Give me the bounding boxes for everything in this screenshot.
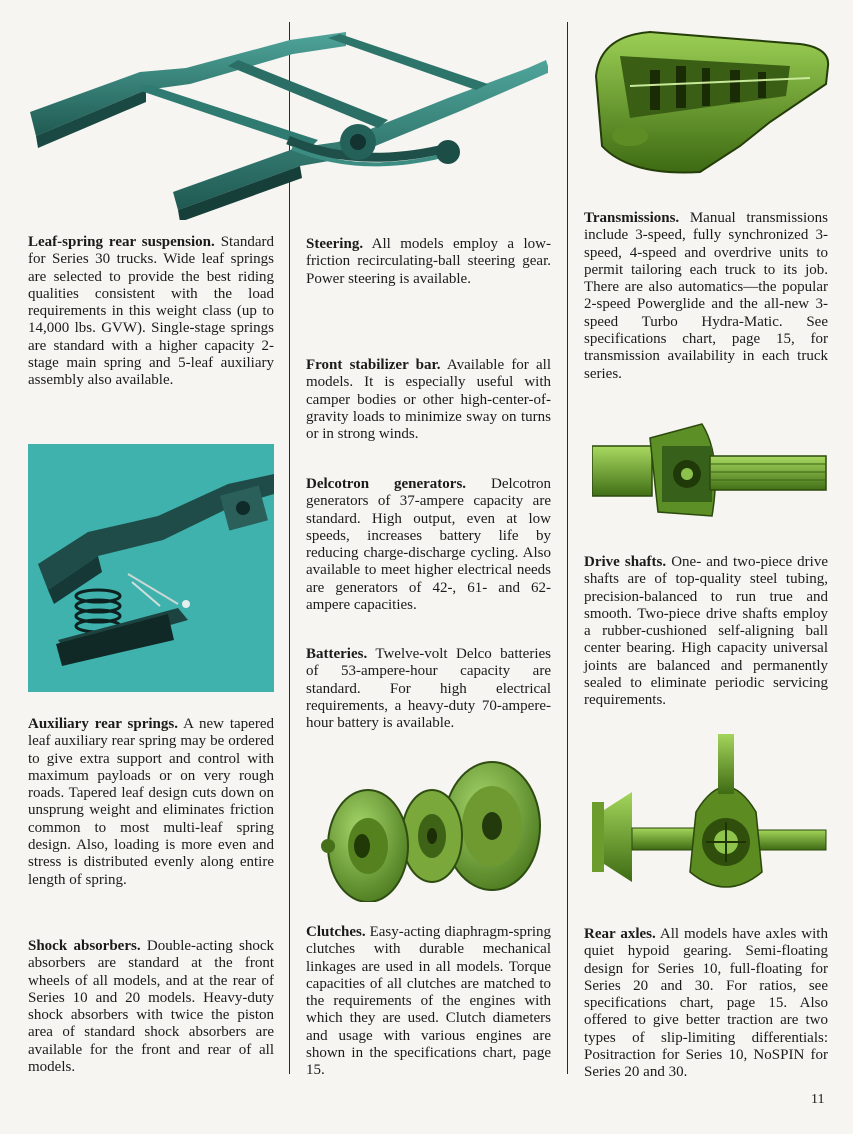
auxiliary-spring-illustration (28, 444, 274, 692)
rear-axles-heading: Rear axles. (584, 926, 656, 942)
transmissions-text (584, 210, 828, 383)
drive-shafts-body: One- and two-piece drive shafts are of top-quality steel tubing, precision-balanced to run true and smooth. Two-piece drive shafts employ a rubber-cushioned self-aligning ball center bearing. High capacity universal joints are balanced and permanently sealed to eliminate periodic servicing requirements. (584, 554, 828, 709)
leaf-spring-body: Standard for Series 30 trucks. Wide leaf springs are selected to provide the best riding qualities consistent with the load requirements in this weight class (up to 14,000 lbs. GVW). Single-stage springs are standard with a higher capacity 2-stage main spring and 5-leaf auxiliary assembly also available. (28, 234, 275, 389)
clutch-illustration (314, 752, 546, 902)
generators-heading: Delcotron generators. (306, 476, 467, 492)
steering-body: All models employ a low-friction recirculating-ball steering gear. Power steering is available. (306, 236, 551, 287)
generators-body: Delcotron generators of 37-ampere capacity are standard. High output, even at low speeds, increases battery life by reducing charge-discharge cycling. Also available to meet higher electrical needs are generators of 42-, 61- and 62-ampere capacities. (306, 476, 551, 614)
rear-axles-text (584, 926, 828, 1082)
rear-axle-illustration (586, 732, 828, 912)
transmission-illustration (590, 26, 830, 180)
clutches-heading: Clutches. (306, 924, 366, 940)
shock-absorbers-text (28, 938, 274, 1076)
drive-shafts-heading: Drive shafts. (584, 554, 667, 570)
drive-shafts-text (584, 554, 828, 710)
drive-shaft-illustration (592, 416, 828, 536)
shock-absorbers-heading: Shock absorbers. (28, 938, 141, 954)
steering-text (306, 236, 551, 288)
leaf-spring-heading: Leaf-spring rear suspension. (28, 234, 215, 250)
stabilizer-body: Available for all models. It is especially useful with camper bodies or other high-center-of-gravity loads to minimize sway on turns or in strong winds. (306, 357, 551, 443)
clutches-body: Easy-acting diaphragm-spring clutches with durable mechanical linkages are used in all models. Torque capacities of all clutches are matched to the requirements of the engines with which they are used. Clutch diameters and usage with various engines are shown in the specifications chart, page 15. (306, 924, 551, 1079)
page-number: 11 (811, 1092, 825, 1107)
stabilizer-text (306, 357, 551, 443)
auxiliary-springs-text (28, 716, 274, 889)
batteries-heading: Batteries. (306, 646, 368, 662)
transmissions-body: Manual transmissions include 3-speed, fully synchronized 3-speed, 4-speed and overdrive units to permit tailoring each truck to its job. There are also automatics—the popular 2-speed Powerglide and the all-new 3-speed Turbo Hydra-Matic. See specifications chart, page 15, for transmission availability in each truck series. (584, 210, 829, 382)
generators-text (306, 476, 551, 614)
leaf-spring-chassis-illustration (28, 20, 548, 220)
column-divider-right (567, 22, 568, 1074)
stabilizer-heading: Front stabilizer bar. (306, 357, 441, 373)
leaf-spring-text (28, 234, 274, 390)
rear-axles-body: All models have axles with quiet hypoid gearing. Semi-floating design for Series 10, full-floating for Series 20 and 30. For ratios, see specifications chart, page 15. Also offered to give better traction are two types of slip-limiting differentials: Positraction for Series 10, NoSPIN for Series 20 and 30. (584, 926, 828, 1081)
clutches-text (306, 924, 551, 1080)
transmissions-heading: Transmissions. (584, 210, 680, 226)
batteries-text (306, 646, 551, 732)
steering-heading: Steering. (306, 236, 364, 252)
batteries-body: Twelve-volt Delco batteries of 53-ampere-hour capacity are standard. For high electrical requirements, a heavy-duty 70-ampere-hour battery is available. (306, 646, 551, 732)
auxiliary-springs-heading: Auxiliary rear springs. (28, 716, 178, 732)
auxiliary-springs-body: A new tapered leaf auxiliary rear spring may be ordered to give extra support and control with maximum payloads or on very rough roads. Tapered leaf design cuts down on unsprung weight and eliminates friction common to most multi-leaf spring design. Also, loading is more even and stress is distributed evenly along entire length of spring. (28, 716, 274, 888)
shock-absorbers-body: Double-acting shock absorbers are standard at the front wheels of all models, and at the rear of Series 10 and 20 models. Heavy-duty shock absorbers with twice the piston area of standard shock absorbers are available for the front and rear of all models. (28, 938, 274, 1076)
